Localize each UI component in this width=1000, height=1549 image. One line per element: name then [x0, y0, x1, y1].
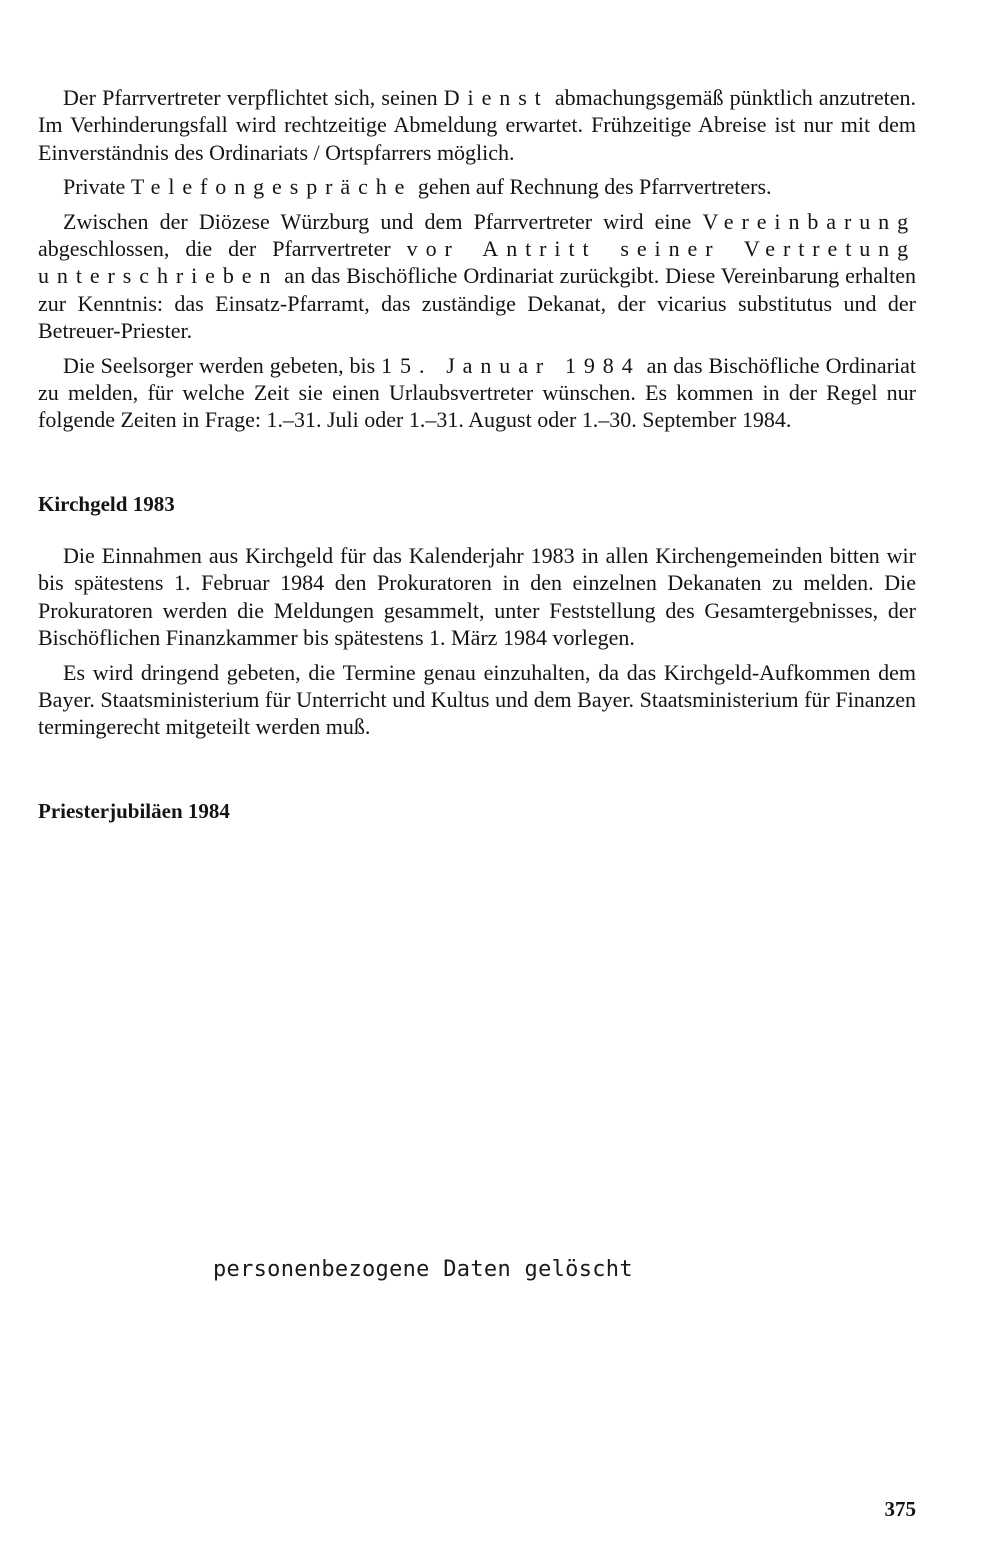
- spaced-emphasis: Telefongespräche: [130, 174, 413, 200]
- text-run: Der Pfarrvertreter verpflichtet sich, seinen: [63, 85, 444, 110]
- paragraph-dienst: [38, 84, 916, 166]
- section-heading-priesterjubilaeen: Priesterjubiläen 1984: [38, 798, 230, 823]
- text-run: abgeschlossen, die der Pfarrvertreter: [38, 236, 407, 262]
- text-run: an das Bischöfliche Ordinariat zurückgibt. Diese Vereinbarung erhalten zur Kenntnis: das Einsatz-Pfarramt, das zuständige Dekanat, der vicarius substitutus und der Betreuer-Priester.: [38, 263, 916, 344]
- spaced-emphasis: Dienst: [443, 85, 549, 110]
- paragraph-kirchgeld-termine: Es wird dringend gebeten, die Termine genau einzuhalten, da das Kirchgeld-Aufkommen dem Bayer. Staatsministerium für Unterricht und Kultus und dem Bayer. Staatsministerium für Finanzen termingerecht mitgeteilt werden muß.: [38, 659, 916, 740]
- spaced-emphasis: vor Antritt seiner Vertretung unterschrieben: [38, 236, 916, 289]
- spaced-emphasis: Vereinbarung: [702, 208, 916, 234]
- paragraph-telefon: [38, 173, 916, 200]
- paragraph-vereinbarung: [38, 208, 916, 345]
- text-run: abmachungsgemäß pünktlich anzutreten. Im Verhinderungsfall wird rechtzeitige Abmeldung erwartet. Frühzeitige Abreise ist nur mit dem Einverständnis des Ordinariats / Ortspfarrers möglich.: [38, 85, 916, 165]
- spaced-emphasis: 15. Januar 1984: [381, 352, 641, 378]
- paragraph-kirchgeld-einnahmen: Die Einnahmen aus Kirchgeld für das Kalenderjahr 1983 in allen Kirchengemeinden bitten wir bis spätestens 1. Februar 1984 den Prokuratoren in den einzelnen Dekanaten zu melden. Die Prokuratoren werden die Meldungen gesammelt, unter Feststellung des Gesamtergebnisses, der Bischöflichen Finanzkammer bis spätestens 1. März 1984 vorlegen.: [38, 542, 916, 651]
- section-heading-kirchgeld: Kirchgeld 1983: [38, 491, 175, 516]
- text-run: Die Seelsorger werden gebeten, bis: [63, 352, 382, 378]
- redaction-note: personenbezogene Daten gelöscht: [213, 1257, 633, 1282]
- text-run: an das Bischöfliche Ordinariat zu melden, für welche Zeit sie einen Urlaubsvertreter wünschen. Es kommen in der Regel nur folgende Zeiten in Frage: 1.–31. Juli oder 1.–31. August oder 1.–30. September 1984.: [38, 352, 916, 433]
- text-run: Zwischen der Diözese Würzburg und dem Pfarrvertreter wird eine: [63, 208, 703, 234]
- page-body: [38, 84, 916, 824]
- text-run: gehen auf Rechnung des Pfarrvertreters.: [412, 174, 772, 200]
- paragraph-seelsorger: [38, 352, 916, 434]
- page-number: 375: [884, 1497, 916, 1521]
- text-run: Private: [63, 174, 131, 200]
